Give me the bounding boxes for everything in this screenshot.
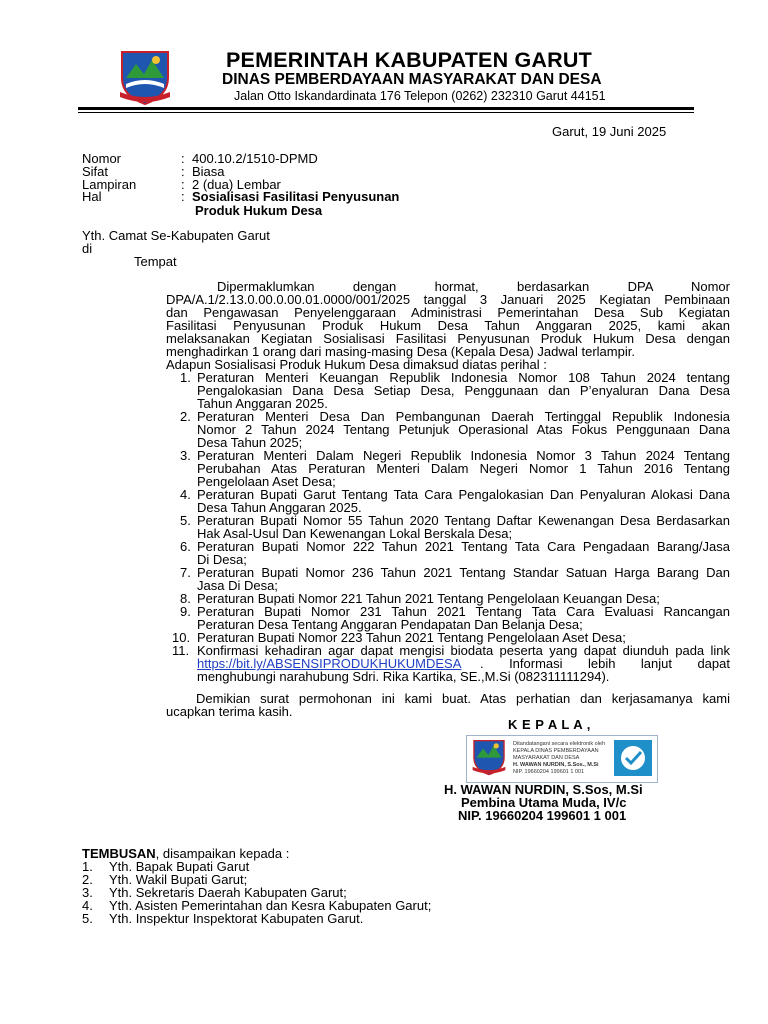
colon: :	[181, 177, 185, 192]
tembusan-suffix: , disampaikan kepada :	[155, 846, 290, 861]
list-number: 1.	[180, 370, 191, 385]
list-item-line: Jasa Di Desa;	[197, 578, 278, 593]
list-item-line: Konfirmasi kehadiran agar dapat mengisi biodata peserta yang dapat diunduh pada link	[197, 643, 730, 658]
garut-regency-logo	[116, 48, 174, 106]
attendance-form-link[interactable]: https://bit.ly/ABSENSIPRODUKHUKUMDESA	[197, 656, 462, 671]
list-number: 11.	[172, 643, 190, 658]
list-item-line: Peraturan Bupati Nomor 223 Tahun 2021 Tentang Pengelolaan Aset Desa;	[197, 630, 626, 645]
department-name: DINAS PEMBERDAYAAN MASYARAKAT DAN DESA	[222, 71, 602, 88]
cc-item: Yth. Asisten Pemerintahan dan Kesra Kabupaten Garut;	[109, 898, 432, 913]
colon: :	[181, 189, 185, 204]
lampiran-value: 2 (dua) Lembar	[192, 177, 281, 192]
body-paragraph-line: Adapun Sosialisasi Produk Hukum Desa dimaksud diatas perihal :	[166, 357, 547, 372]
list-number: 10.	[172, 630, 191, 645]
cc-number: 2.	[82, 872, 93, 887]
body-paragraph-line: melaksanakan Kegiatan Sosialisasi Fasilitasi Penyusunan Produk Hukum Desa dengan	[166, 331, 730, 346]
list-item-line: Hak Asal-Usul Dan Kewenangan Lokal Berskala Desa;	[197, 526, 513, 541]
list-item-line: Nomor 2 Tahun 2024 Tentang Petunjuk Operasional Atas Fokus Penggunaan Dana	[197, 422, 730, 437]
cc-number: 3.	[82, 885, 93, 900]
list-number: 2.	[180, 409, 191, 424]
body-paragraph-line: menghadirkan 1 orang dari masing-masing Desa (Kepala Desa) Jadwal terlampir.	[166, 344, 635, 359]
list-item-line: Perubahan Atas Peraturan Menteri Dalam Negeri Nomor 1 Tahun 2016 Tentang	[197, 461, 730, 476]
list-item-line: Peraturan Bupati Nomor 221 Tahun 2021 Tentang Pengelolaan Keuangan Desa;	[197, 591, 660, 606]
nomor-value: 400.10.2/1510-DPMD	[192, 151, 318, 166]
list-item-line: menghubungi narahubung Sdri. Rika Kartika, SE.,M.Si (082311111294).	[197, 669, 610, 684]
stamp-text: H. WAWAN NURDIN, S.Sos., M.Si	[513, 762, 599, 768]
cc-item: Yth. Inspektur Inspektorat Kabupaten Garut.	[109, 911, 364, 926]
lampiran-label: Lampiran	[82, 177, 137, 192]
stamp-text: Ditandatangani secara elektronik oleh	[513, 741, 606, 747]
list-item-line: Peraturan Bupati Nomor 222 Tahun 2021 Tentang Tata Cara Pengadaan Barang/Jasa	[197, 539, 730, 554]
list-number: 3.	[180, 448, 191, 463]
list-number: 6.	[180, 539, 191, 554]
list-item-line: Peraturan Bupati Nomor 231 Tahun 2021 Tentang Tata Cara Evaluasi Rancangan	[197, 604, 730, 619]
sifat-label: Sifat	[82, 164, 109, 179]
cc-number: 4.	[82, 898, 93, 913]
list-number: 8.	[180, 591, 191, 606]
cc-number: 1.	[82, 859, 93, 874]
list-item-line: Peraturan Bupati Garut Tentang Tata Cara Pengalokasian Dan Penyaluran Alokasi Dana	[197, 487, 730, 502]
letterhead-rule-thin	[78, 112, 694, 113]
stamp-text: MASYARAKAT DAN DESA	[513, 755, 580, 761]
signatory-nip: NIP. 19660204 199601 1 001	[458, 808, 627, 823]
list-item-line: Peraturan Bupati Nomor 55 Tahun 2020 Tentang Daftar Kewenangan Desa Berdasarkan	[197, 513, 730, 528]
verification-badge-icon	[614, 740, 652, 776]
cc-item: Yth. Wakil Bupati Garut;	[109, 872, 248, 887]
list-number: 4.	[180, 487, 191, 502]
list-item-line: Tahun Anggaran 2025.	[197, 396, 328, 411]
recipient-line: Yth. Camat Se-Kabupaten Garut	[82, 228, 270, 243]
list-item-line: Desa Tahun Anggaran 2025.	[197, 500, 362, 515]
list-item-line: Desa Tahun 2025;	[197, 435, 303, 450]
list-item-line: Peraturan Menteri Keuangan Republik Indonesia Nomor 108 Tahun 2024 tentang	[197, 370, 730, 385]
hal-value-line2: Produk Hukum Desa	[195, 203, 323, 218]
office-address: Jalan Otto Iskandardinata 176 Telepon (0262) 232310 Garut 44151	[234, 89, 606, 103]
list-item-line: Pengelolaan Aset Desa;	[197, 474, 336, 489]
list-number: 7.	[180, 565, 191, 580]
list-item-line: Peraturan Desa Tentang Anggaran Pendapatan Dan Belanja Desa;	[197, 617, 583, 632]
colon: :	[181, 151, 185, 166]
letterhead-rule-thick	[78, 107, 694, 110]
closing-line: Demikian surat permohonan ini kami buat. Atas perhatian dan kerjasamanya kami	[196, 691, 730, 706]
hal-label: Hal	[82, 189, 102, 204]
list-item-line: Peraturan Menteri Dalam Negeri Republik Indonesia Nomor 3 Tahun 2024 Tentang	[197, 448, 730, 463]
cc-item: Yth. Bapak Bupati Garut	[109, 859, 250, 874]
stamp-text: NIP. 19660204 199601 1 001	[513, 769, 585, 775]
recipient-di: di	[82, 241, 93, 256]
colon: :	[181, 164, 185, 179]
body-paragraph-line: Dipermaklumkan dengan hormat, berdasarkan DPA Nomor	[217, 279, 730, 294]
cc-item: Yth. Sekretaris Daerah Kabupaten Garut;	[109, 885, 347, 900]
tembusan-label: TEMBUSAN	[82, 846, 156, 861]
body-paragraph-line: Fasilitasi Penyusunan Produk Hukum Desa Tahun Anggaran 2025, kami akan	[166, 318, 730, 333]
body-paragraph-line: dan Pengawasan Penyelenggaraan Administrasi Pemerintahan Desa Sub Kegiatan	[166, 305, 730, 320]
list-item-line: . Informasi lebih lanjut dapat	[480, 656, 730, 671]
letter-date: Garut, 19 Juni 2025	[552, 124, 667, 139]
recipient-place: Tempat	[134, 254, 177, 269]
body-paragraph-line: DPA/A.1/2.13.0.00.0.00.01.0000/001/2025 tanggal 3 Januari 2025 Kegiatan Pembinaan	[166, 292, 730, 307]
sifat-value: Biasa	[192, 164, 225, 179]
list-number: 9.	[180, 604, 191, 619]
list-item-line: Peraturan Bupati Nomor 236 Tahun 2021 Tentang Standar Satuan Harga Barang Dan	[197, 565, 730, 580]
signatory-rank: Pembina Utama Muda, IV/c	[461, 795, 627, 810]
garut-regency-logo	[470, 738, 508, 776]
list-number: 5.	[180, 513, 191, 528]
nomor-label: Nomor	[82, 151, 122, 166]
government-name: PEMERINTAH KABUPATEN GARUT	[226, 48, 592, 72]
closing-line: ucapkan terima kasih.	[166, 704, 293, 719]
list-item-line: Pengalokasian Dana Desa Setiap Desa, Penggunaan dan P’enyaluran Dana Desa	[197, 383, 730, 398]
stamp-text: KEPALA DINAS PEMBERDAYAAN	[513, 748, 599, 754]
list-item-line: Peraturan Menteri Desa Dan Pembangunan Daerah Tertinggal Republik Indonesia	[197, 409, 730, 424]
hal-value-line1: Sosialisasi Fasilitasi Penyusunan	[192, 189, 400, 204]
list-item-line: Di Desa;	[197, 552, 247, 567]
signatory-title: K E P A L A ,	[508, 717, 591, 732]
signatory-name: H. WAWAN NURDIN, S.Sos, M.Si	[444, 782, 643, 797]
cc-number: 5.	[82, 911, 93, 926]
